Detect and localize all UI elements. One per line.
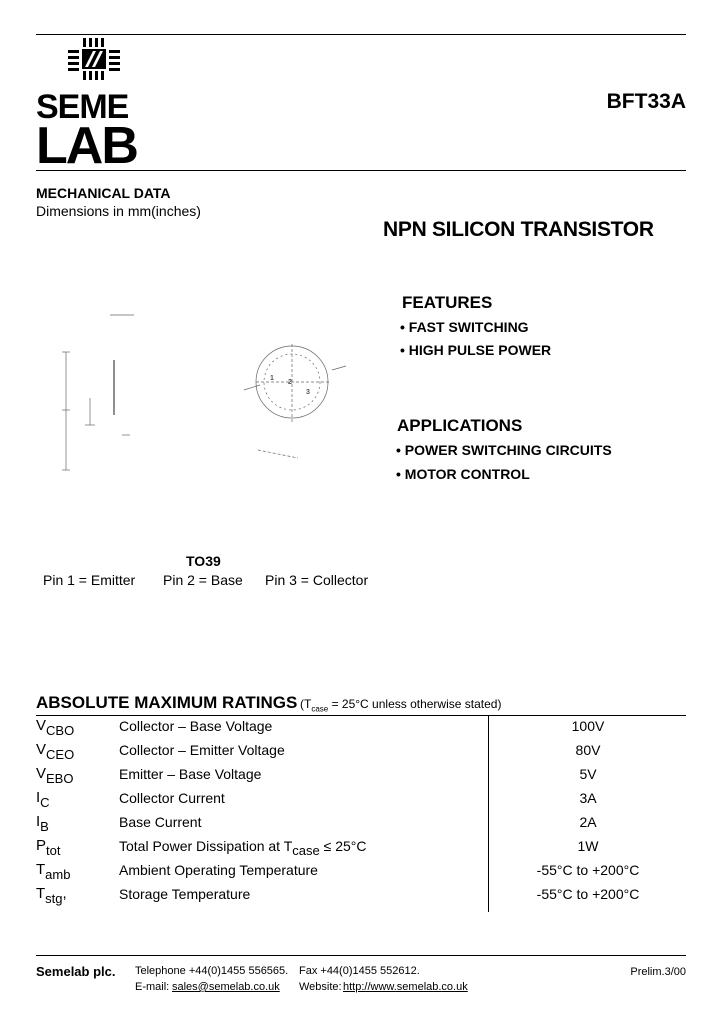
drawing-pin-label: 1: [270, 375, 274, 382]
ratings-conditions: ($T_{case} = 25^\circ C$ unless otherwise stated): [300, 697, 502, 714]
rating-symbol: $I_B$: [36, 813, 49, 834]
mechanical-data-title: MECHANICAL DATA: [36, 185, 171, 201]
footer-rule: [36, 955, 686, 956]
footer-telephone: Telephone +44(0)1455 556565.: [135, 965, 289, 977]
rating-parameter: Emitter – Base Voltage: [119, 766, 262, 782]
rating-parameter: Collector Current: [119, 790, 225, 806]
rating-parameter: Total Power Dissipation at $T_{case} \le 25^\circ C$: [119, 838, 367, 858]
part-number: BFT33A: [606, 90, 686, 113]
application-item: • MOTOR CONTROL: [396, 466, 530, 482]
table-row: [36, 716, 686, 740]
pin-assignment: Pin 1 = Emitter: [43, 572, 136, 588]
footer-email-link[interactable]: sales@semelab.co.uk: [172, 981, 280, 993]
rating-value: 5V: [579, 766, 597, 782]
ratings-table: [36, 716, 686, 908]
company-logo-text: [36, 88, 137, 175]
to39-mechanical-drawing: [30, 300, 370, 480]
rating-value: 80V: [575, 742, 601, 758]
drawing-pin-label: 2: [288, 379, 292, 386]
rating-symbol: $V_{CBO}$: [36, 717, 75, 738]
rating-value: 3A: [579, 790, 597, 806]
table-row: [36, 788, 686, 812]
rating-value: -55°C to +200°C: [536, 862, 640, 878]
rating-symbol: $P_{tot}$: [36, 837, 61, 858]
rating-value: 100V: [571, 718, 605, 734]
rating-parameter: Collector – Emitter Voltage: [119, 742, 285, 758]
footer-revision: Prelim.3/00: [630, 966, 686, 978]
package-name: TO39: [186, 553, 221, 569]
drawing-pin-label: 3: [306, 389, 310, 396]
footer-company: Semelab plc.: [36, 964, 116, 979]
rating-symbol: $V_{EBO}$: [36, 765, 74, 786]
table-row: [36, 884, 686, 908]
footer-website-link[interactable]: http://www.semelab.co.uk: [343, 981, 468, 993]
footer-website-label: Website:: [299, 981, 342, 993]
product-title: NPN SILICON TRANSISTOR: [383, 218, 654, 241]
features-heading: FEATURES: [402, 293, 493, 312]
footer-fax: Fax +44(0)1455 552612.: [299, 965, 420, 977]
mechanical-data-subtitle: Dimensions in mm(inches): [36, 203, 201, 219]
pin-assignment: Pin 3 = Collector: [265, 572, 369, 588]
table-row: [36, 836, 686, 860]
semelab-logo-icon: [66, 38, 124, 80]
feature-item: • HIGH PULSE POWER: [400, 342, 552, 358]
pin-assignment: Pin 2 = Base: [163, 572, 243, 588]
ratings-title: ABSOLUTE MAXIMUM RATINGS: [36, 693, 298, 712]
rating-parameter: Base Current: [119, 814, 202, 830]
applications-heading: APPLICATIONS: [397, 416, 523, 435]
rating-symbol: $I_C$: [36, 789, 50, 810]
table-row: [36, 740, 686, 764]
application-item: • POWER SWITCHING CIRCUITS: [396, 442, 612, 458]
rating-parameter: Storage Temperature: [119, 886, 251, 902]
logo-lab: LAB: [36, 117, 137, 175]
header-top-rule: [36, 34, 686, 35]
rating-value: 2A: [579, 814, 597, 830]
feature-item: • FAST SWITCHING: [400, 319, 529, 335]
table-row: [36, 764, 686, 788]
table-row: [36, 812, 686, 836]
rating-parameter: Collector – Base Voltage: [119, 718, 273, 734]
footer-email-label: E-mail:: [135, 981, 170, 993]
rating-parameter: Ambient Operating Temperature: [119, 862, 318, 878]
rating-value: 1W: [577, 838, 599, 854]
rating-symbol: $T_{amb}$: [36, 861, 71, 882]
rating-value: -55°C to +200°C: [536, 886, 640, 902]
table-row: [36, 860, 686, 884]
rating-symbol: $V_{CEO}$: [36, 741, 75, 762]
logo-seme: SEME: [36, 88, 129, 126]
rating-symbol: $T_{stg}$,: [36, 885, 67, 906]
